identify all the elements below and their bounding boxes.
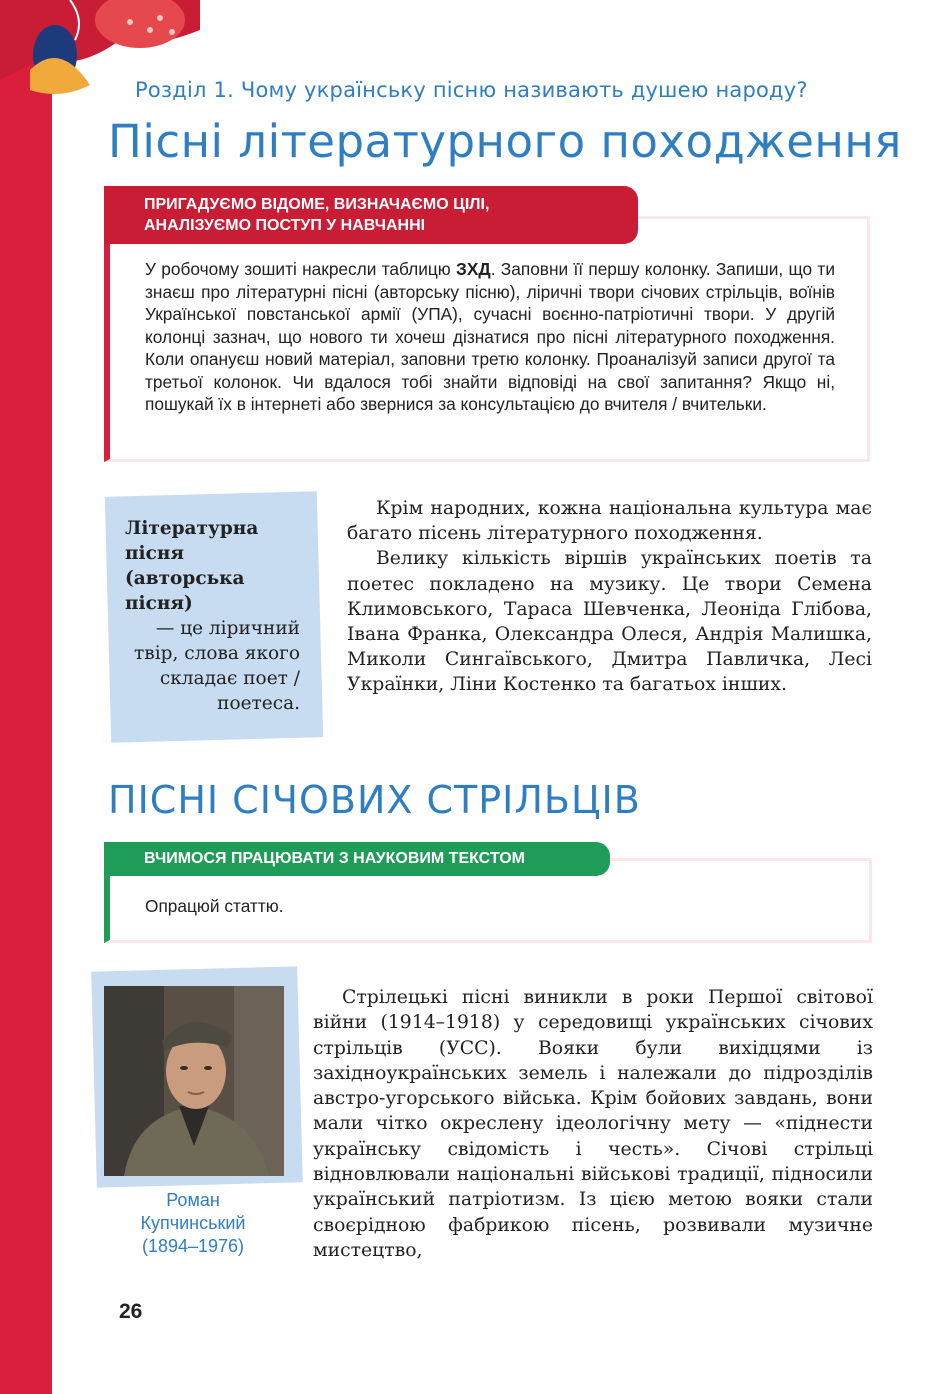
intro-paragraph-1: Крім народних, кожна національна культура має багато пісень літературного походження. [347, 498, 872, 545]
definition-body: — це ліричний твір, слова якого складає поет / поетеса. [134, 618, 300, 714]
chapter-heading: Розділ 1. Чому українську пісню називають душею народу? [135, 78, 808, 102]
task-banner-green: ВЧИМОСЯ ПРАЦЮВАТИ З НАУКОВИМ ТЕКСТОМ [104, 842, 610, 876]
caption-first-name: Роман [166, 1190, 220, 1210]
task-banner-line-1: ПРИГАДУЄМО ВІДОМЕ, ВИЗНАЧАЄМО ЦІЛІ, [144, 196, 490, 213]
definition-text [125, 516, 300, 716]
task-text-start: У робочому зошиті накресли таблицю [145, 259, 457, 279]
left-decorative-strip [0, 0, 52, 1394]
task-banner-line-2: АНАЛІЗУЄМО ПОСТУП У НАВЧАННІ [144, 217, 426, 234]
portrait-caption [108, 1189, 278, 1258]
definition-term: Літературна пісня (авторська пісня) [125, 518, 259, 614]
portrait-photo [104, 986, 284, 1176]
task-text [145, 258, 835, 416]
main-text [313, 985, 873, 1263]
section-heading: ПІСНІ СІЧОВИХ СТРІЛЬЦІВ [108, 778, 641, 822]
intro-paragraph-2: Велику кількість віршів українських поетів та поетес покладено на музику. Це твори Семена Климовського, Тараса Шевченка, Леоніда Глібова, Івана Франка, Олександра Олеся, Андрія Малишка, Миколи Сингаївського, Дмитра Павличка, Лесі Українки, Ліни Костенко та багатьох інших. [347, 548, 872, 696]
intro-text [347, 496, 872, 698]
task-text-rest: . Заповни її першу колонку. Запиши, що ти знаєш про літературні пісні (авторську пісню), ліричні твори січових стрільців, воїнів Української повстанської армії (УПА), сучасні воєнно-патріотичні твори. У другій колонці зазнач, що нового ти хочеш дізнатися про пісні літературного походження. Коли опануєш новий матеріал, заповни третю колонку. Проаналізуй записи другої та третьої колонок. Чи вдалося тобі знайти відповіді на свої запитання? Якщо ні, пошукай їх в інтернеті або звернися за консультацією до вчителя / вчительки. [145, 259, 835, 414]
task2-text: Опрацюй статтю. [145, 896, 284, 916]
caption-last-name: Купчинський [140, 1213, 246, 1233]
task-banner-red [104, 186, 638, 244]
soldier-portrait-image [104, 986, 284, 1176]
task-text-zxd: ЗХД [456, 259, 491, 279]
page-title: Пісні літературного походження [108, 115, 902, 168]
main-paragraph: Стрілецькі пісні виникли в роки Першої світової війни (1914–1918) у середовищі українських січових стрільців (УСС). Вояки були вихідцями із західноукраїнських земель і належали до підрозділів австро-угорського війська. Крім бойових завдань, вони мали чітко окреслену ідеологічну мету — «піднести українську свідомість і честь». Січові стрільці відновлювали національні військові традиції, підносили український патріотизм. Із цією метою вояки стали своєрідною фабрикою пісень, розвивали музичне мистецтво, [313, 987, 873, 1261]
caption-years: (1894–1976) [141, 1236, 245, 1256]
page-number: 26 [119, 1300, 143, 1323]
